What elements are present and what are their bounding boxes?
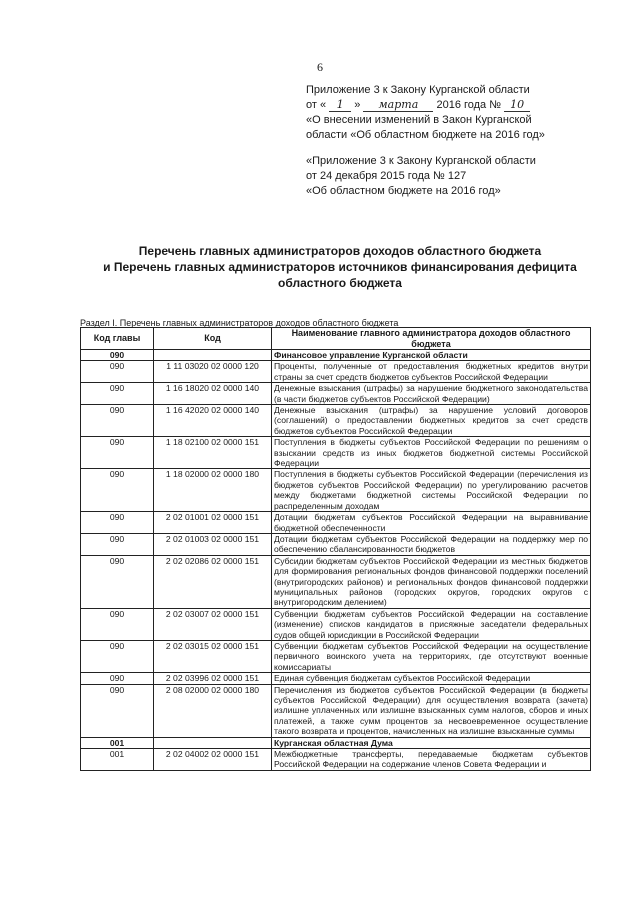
table-row: [81, 533, 591, 555]
code-cell: 1 18 02100 02 0000 151: [154, 437, 272, 469]
header-date-mid: »: [354, 99, 361, 111]
table-group-row: [81, 350, 591, 361]
name-cell: Межбюджетные трансферты, передаваемые бюджетам субъектов Российской Федерации на содержание членов Совета Федерации и: [272, 749, 591, 771]
chapter-code-cell: 090: [81, 405, 154, 437]
chapter-code-cell: 090: [81, 383, 154, 405]
name-cell: Дотации бюджетам субъектов Российской Федерации на поддержку мер по обеспечению сбалансированности бюджетов: [272, 533, 591, 555]
code-cell: 1 16 42020 02 0000 140: [154, 405, 272, 437]
header-chapter-code: Код главы: [81, 328, 154, 350]
header-line: области «Об областном бюджете на 2016 год»: [306, 129, 545, 141]
chapter-code-cell: 090: [81, 512, 154, 534]
law-header: [306, 83, 606, 199]
title-line: Перечень главных администраторов доходов областного бюджета: [138, 244, 542, 258]
table-body: [81, 350, 591, 771]
chapter-code-cell: 090: [81, 469, 154, 512]
chapter-code-cell: 001: [81, 737, 154, 748]
name-cell: Поступления в бюджеты субъектов Российской Федерации (перечисления из бюджетов субъектов Российской Федерации) по урегулированию расчетов между бюджетами бюджетной системы Российской Федерации по распределенным доходам: [272, 469, 591, 512]
handwritten-law-number: 10: [504, 99, 530, 112]
name-cell: Перечисления из бюджетов субъектов Российской Федерации (в бюджеты субъектов Российской Федерации) для осуществления возврата (зачета) излишне уплаченных или излишне взысканных сумм налогов, сборов и иных платежей, а также сумм процентов за несвоевременное осуществление такого возврата и процентов, начисленных на излишне взысканные суммы: [272, 684, 591, 737]
name-cell: Дотации бюджетам субъектов Российской Федерации на выравнивание бюджетной обеспеченности: [272, 512, 591, 534]
code-cell: 2 02 02086 02 0000 151: [154, 555, 272, 608]
title-line: областного бюджета: [278, 276, 402, 290]
table-row: [81, 512, 591, 534]
chapter-code-cell: 090: [81, 640, 154, 672]
header-date-prefix: от «: [306, 99, 327, 111]
table-row: [81, 684, 591, 737]
header-line: «Приложение 3 к Закону Курганской области: [306, 155, 536, 167]
title-line: и Перечень главных администраторов источников финансирования дефицита: [103, 260, 577, 274]
administrators-table: [80, 327, 591, 771]
name-cell: Курганская областная Дума: [272, 737, 591, 748]
name-cell: Денежные взыскания (штрафы) за нарушение условий договоров (соглашений) о предоставлении бюджетных кредитов за счет средств бюджетов субъектов Российской Федерации: [272, 405, 591, 437]
chapter-code-cell: 090: [81, 533, 154, 555]
code-cell: 2 02 03007 02 0000 151: [154, 608, 272, 640]
chapter-code-cell: 090: [81, 350, 154, 361]
name-cell: Субвенции бюджетам субъектов Российской Федерации на составление (изменение) списков кандидатов в присяжные заседатели федеральных судов общей юрисдикции в Российской Федерации: [272, 608, 591, 640]
table-row: [81, 555, 591, 608]
chapter-code-cell: 090: [81, 437, 154, 469]
header-line: «О внесении изменений в Закон Курганской: [306, 114, 532, 126]
chapter-code-cell: 090: [81, 555, 154, 608]
table-row: [81, 383, 591, 405]
table-row: [81, 608, 591, 640]
name-cell: Проценты, полученные от предоставления бюджетных кредитов внутри страны за счет средств бюджетов субъектов Российской Федерации: [272, 361, 591, 383]
header-administrator-name: Наименование главного администратора доходов областного бюджета: [272, 328, 591, 350]
table-row: [81, 640, 591, 672]
header-date-line: [306, 98, 606, 113]
header-date-year: 2016 года №: [436, 99, 502, 111]
name-cell: Поступления в бюджеты субъектов Российской Федерации по решениям о взыскании средств из иных бюджетов бюджетной системы Российской Федерации: [272, 437, 591, 469]
chapter-code-cell: 090: [81, 684, 154, 737]
handwritten-day: 1: [329, 99, 351, 112]
code-cell: 2 02 01001 02 0000 151: [154, 512, 272, 534]
header-line: «Об областном бюджете на 2016 год»: [306, 185, 501, 197]
chapter-code-cell: 001: [81, 749, 154, 771]
code-cell: 1 16 18020 02 0000 140: [154, 383, 272, 405]
chapter-code-cell: 090: [81, 673, 154, 684]
header-line: Приложение 3 к Закону Курганской области: [306, 84, 530, 96]
name-cell: Субсидии бюджетам субъектов Российской Федерации из местных бюджетов для формирования региональных фондов финансовой поддержки поселений (внутригородских районов) и региональных фондов финансовой поддержки муниципальных районов (городских округов, городских округов с внутригородским делением): [272, 555, 591, 608]
code-cell: 2 02 01003 02 0000 151: [154, 533, 272, 555]
code-cell: 2 02 03015 02 0000 151: [154, 640, 272, 672]
code-cell: 1 18 02000 02 0000 180: [154, 469, 272, 512]
handwritten-month: марта: [363, 99, 433, 112]
table-group-row: [81, 737, 591, 748]
code-cell: 2 02 03996 02 0000 151: [154, 673, 272, 684]
name-cell: Финансовое управление Курганской области: [272, 350, 591, 361]
table-row: [81, 673, 591, 684]
table-row: [81, 405, 591, 437]
document-title: [60, 243, 620, 291]
code-cell: [154, 737, 272, 748]
name-cell: Денежные взыскания (штрафы) за нарушение бюджетного законодательства (в части бюджетов субъектов Российской Федерации): [272, 383, 591, 405]
chapter-code-cell: 090: [81, 361, 154, 383]
table-row: [81, 437, 591, 469]
code-cell: 1 11 03020 02 0000 120: [154, 361, 272, 383]
chapter-code-cell: 090: [81, 608, 154, 640]
table-row: [81, 749, 591, 771]
name-cell: Единая субвенция бюджетам субъектов Российской Федерации: [272, 673, 591, 684]
table-header-row: [81, 328, 591, 350]
code-cell: 2 02 04002 02 0000 151: [154, 749, 272, 771]
header-line: от 24 декабря 2015 года № 127: [306, 170, 467, 182]
header-code: Код: [154, 328, 272, 350]
code-cell: [154, 350, 272, 361]
page-number: 6: [317, 60, 323, 74]
table-row: [81, 469, 591, 512]
table-row: [81, 361, 591, 383]
name-cell: Субвенции бюджетам субъектов Российской Федерации на осуществление первичного воинского учета на территориях, где отсутствуют военные комиссариаты: [272, 640, 591, 672]
code-cell: 2 08 02000 02 0000 180: [154, 684, 272, 737]
section-label: Раздел I. Перечень главных администраторов доходов областного бюджета: [80, 318, 399, 328]
